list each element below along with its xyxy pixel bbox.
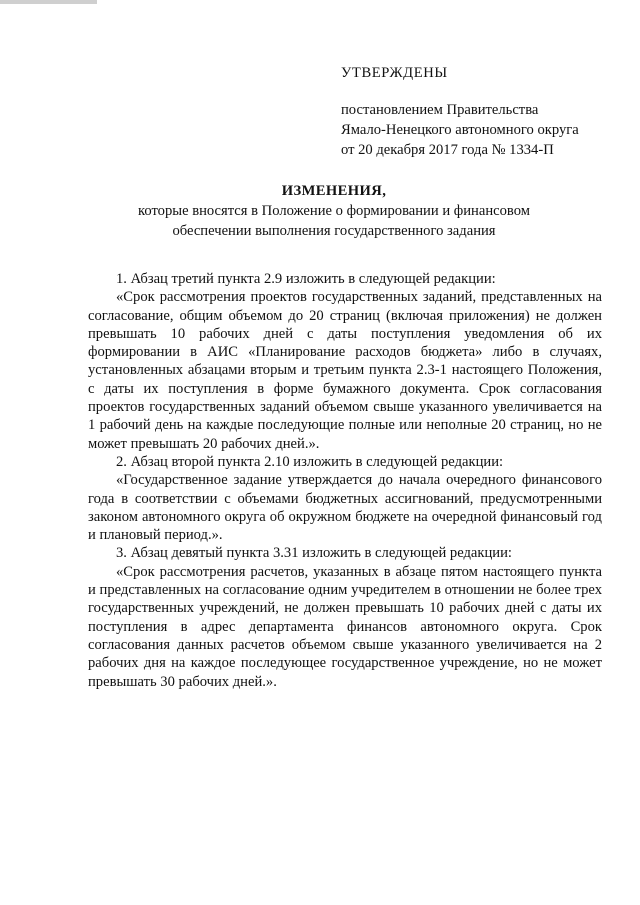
item-3-text: «Срок рассмотрения расчетов, указанных в абзаце пятом настоящего пункта и представленных на согласование одним учредителем в отношении не более трех государственных учреждений, не должен превышать 10 рабочих дней с даты их поступления в адрес департамента финансов автономного округа. Срок согласования данных расчетов объемом свыше указанного увеличивается на 2 рабочих дня на каждое последующее государственное учреждение, но не может превышать 30 рабочих дней.». (88, 563, 602, 690)
item-1-text: «Срок рассмотрения проектов государственных заданий, представленных на согласование, общим объемом до 20 страниц (включая приложения) не должен превышать 10 рабочих дней с даты поступления уведомления об их формировании в АИС «Планирование расходов бюджета» либо в случаях, установленных абзацами вторым и третьим пункта 2.3-1 настоящего Положения, с даты их поступления в форме бумажного документа. Срок согласования проектов государственных заданий объемом свыше указанного увеличивается на 1 рабочий день на каждые последующие полные или неполные 20 страниц, но не может превышать 20 рабочих дней.». (88, 289, 602, 452)
approval-block (341, 63, 579, 160)
approval-line-1: постановлением Правительства (341, 102, 539, 118)
approval-title: УТВЕРЖДЕНЫ (341, 65, 448, 81)
item-1-intro: 1. Абзац третий пункта 2.9 изложить в следующей редакции: (116, 271, 496, 287)
approval-line-2: Ямало-Ненецкого автономного округа (341, 122, 579, 138)
item-2-text: «Государственное задание утверждается до начала очередного финансового года в соответствии с объемами бюджетных ассигнований, предусмотренными законом автономного округа об окружном бюджете на очередной финансовый год и плановый период.». (88, 472, 602, 544)
document-heading (80, 181, 588, 241)
scan-top-edge-mark (0, 0, 97, 4)
document-title: ИЗМЕНЕНИЯ, (281, 183, 387, 199)
item-2-intro: 2. Абзац второй пункта 2.10 изложить в следующей редакции: (116, 453, 504, 470)
item-3-intro: 3. Абзац девятый пункта 3.31 изложить в следующей редакции: (116, 545, 512, 562)
document-subtitle-line-2: обеспечении выполнения государственного задания (172, 223, 496, 239)
approval-line-3: от 20 декабря 2017 года № 1334-П (341, 142, 554, 158)
document-subtitle-line-1: которые вносятся в Положение о формировании и финансовом (138, 203, 530, 219)
document-body (88, 270, 602, 691)
